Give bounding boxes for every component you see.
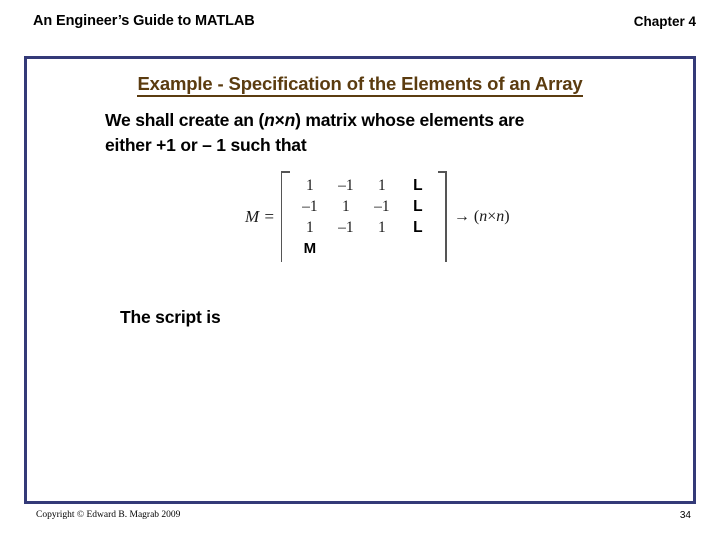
- slide-title: [27, 73, 693, 95]
- equation-arrow: →: [453, 207, 470, 225]
- matrix-cell: –1: [338, 219, 354, 236]
- matrix-grid: [290, 171, 438, 262]
- header-book-title: An Engineer’s Guide to MATLAB: [33, 13, 255, 29]
- slide-title-text: Example - Specification of the Elements of an Array: [137, 73, 582, 97]
- footer-copyright-text: Copyright © Edward B. Magrab 2009: [36, 510, 181, 520]
- matrix-row-ellipsis: L: [413, 177, 423, 194]
- matrix-cell: 1: [306, 219, 314, 236]
- matrix-equation: [245, 171, 510, 262]
- matrix-cell: –1: [374, 198, 390, 215]
- body-line1-suffix: ) matrix whose elements are: [295, 110, 525, 130]
- body-line2: either +1 or – 1 such that: [105, 135, 307, 155]
- slide-body-paragraph: [105, 108, 665, 158]
- body-line1-var-b: n: [284, 110, 296, 130]
- equation-rhs-var-a: n: [479, 207, 488, 225]
- matrix-cell: 1: [342, 198, 350, 215]
- slide-content-frame: [24, 56, 696, 504]
- matrix-cell: –1: [338, 177, 354, 194]
- matrix-cell: 1: [306, 177, 314, 194]
- body-line1-prefix: We shall create an (: [105, 110, 265, 130]
- script-intro-label: The script is: [120, 307, 221, 327]
- equation-rhs: [447, 208, 510, 226]
- matrix-cell: 1: [378, 219, 386, 236]
- matrix-cell: 1: [378, 177, 386, 194]
- matrix-right-bracket: [438, 171, 447, 262]
- equation-rhs-close: ): [504, 207, 510, 225]
- equation-lhs: M =: [245, 206, 275, 226]
- header-chapter-label: Chapter 4: [633, 14, 696, 29]
- matrix-row-ellipsis: L: [413, 219, 423, 236]
- equation-rhs-times: ×: [487, 207, 497, 225]
- matrix-left-bracket: [281, 171, 290, 262]
- footer-page-number: 34: [679, 510, 691, 521]
- slide-header: [0, 0, 720, 48]
- matrix-row-ellipsis: L: [413, 198, 423, 215]
- body-line1-times: ×: [274, 110, 285, 130]
- slide-footer: [0, 508, 720, 540]
- body-line1-var-a: n: [264, 110, 275, 130]
- equation-rhs-var-b: n: [496, 207, 505, 225]
- equation-rhs-open: (: [473, 207, 480, 225]
- matrix-column-ellipsis: M: [303, 240, 317, 257]
- matrix-cell: –1: [302, 198, 318, 215]
